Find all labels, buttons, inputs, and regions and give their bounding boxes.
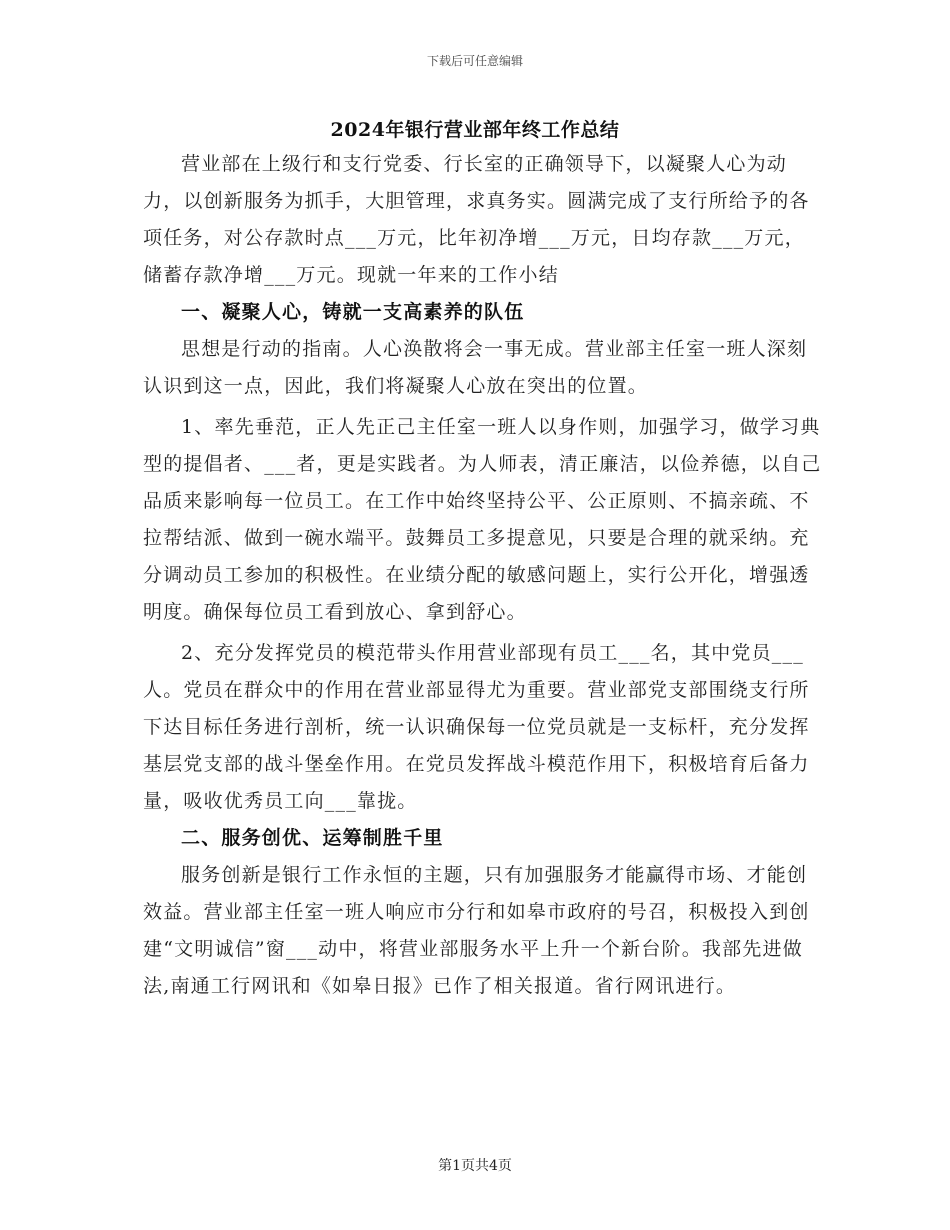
section1-paragraph-3: 2、充分发挥党员的模范带头作用营业部现有员工___名，其中党员___人。党员在群众中的作用在营业部显得尤为重要。营业部党支部围绕支行所下达目标任务进行剖析，统一认识确保每一位党员就是一支标杆，充分发挥基层党支部的战斗堡垒作用。在党员发挥战斗模范作用下，积极培育后备力量，吸收优秀员工向___靠拢。: [143, 642, 810, 812]
section1-paragraph-1: 思想是行动的指南。人心涣散将会一事无成。营业部主任室一班人深刻认识到这一点，因此，我们将凝聚人心放在突出的位置。: [143, 338, 808, 397]
document-body: [143, 146, 823, 1005]
page-number: 第1页共4页: [438, 1158, 512, 1174]
section2-paragraph-1: 服务创新是银行工作永恒的主题，只有加强服务才能赢得市场、才能创效益。营业部主任室一班人响应市分行和如皋市政府的号召，积极投入到创建“文明诚信”窗___动中，将营业部服务水平上升一个新台阶。我部先进做法,南通工行网讯和《如皋日报》已作了相关报道。省行网讯进行。: [143, 864, 810, 997]
section-heading-1: 一、凝聚人心，铸就一支高素养的队伍: [181, 301, 525, 323]
section1-paragraph-2: 1、率先垂范，正人先正己主任室一班人以身作则，加强学习，做学习典型的提倡者、___者，更是实践者。为人师表，清正廉洁，以俭养德，以自己品质来影响每一位员工。在工作中始终坚持公平、公正原则、不搞亲疏、不拉帮结派、做到一碗水端平。鼓舞员工多提意见，只要是合理的就采纳。充分调动员工参加的积极性。在业绩分配的敏感问题上，实行公开化，增强透明度。确保每位员工看到放心、拿到舒心。: [143, 416, 822, 623]
page-header-note: 下载后可任意编辑: [426, 54, 523, 68]
document-title: 2024年银行营业部年终工作总结: [330, 119, 620, 141]
section-heading-2: 二、服务创优、运筹制胜千里: [181, 827, 444, 849]
intro-paragraph: 营业部在上级行和支行党委、行长室的正确领导下，以凝聚人心为动力，以创新服务为抓手，大胆管理，求真务实。圆满完成了支行所给予的各项任务，对公存款时点___万元，比年初净增___万元，日均存款___万元，储蓄存款净增___万元。现就一年来的工作小结: [143, 153, 810, 286]
